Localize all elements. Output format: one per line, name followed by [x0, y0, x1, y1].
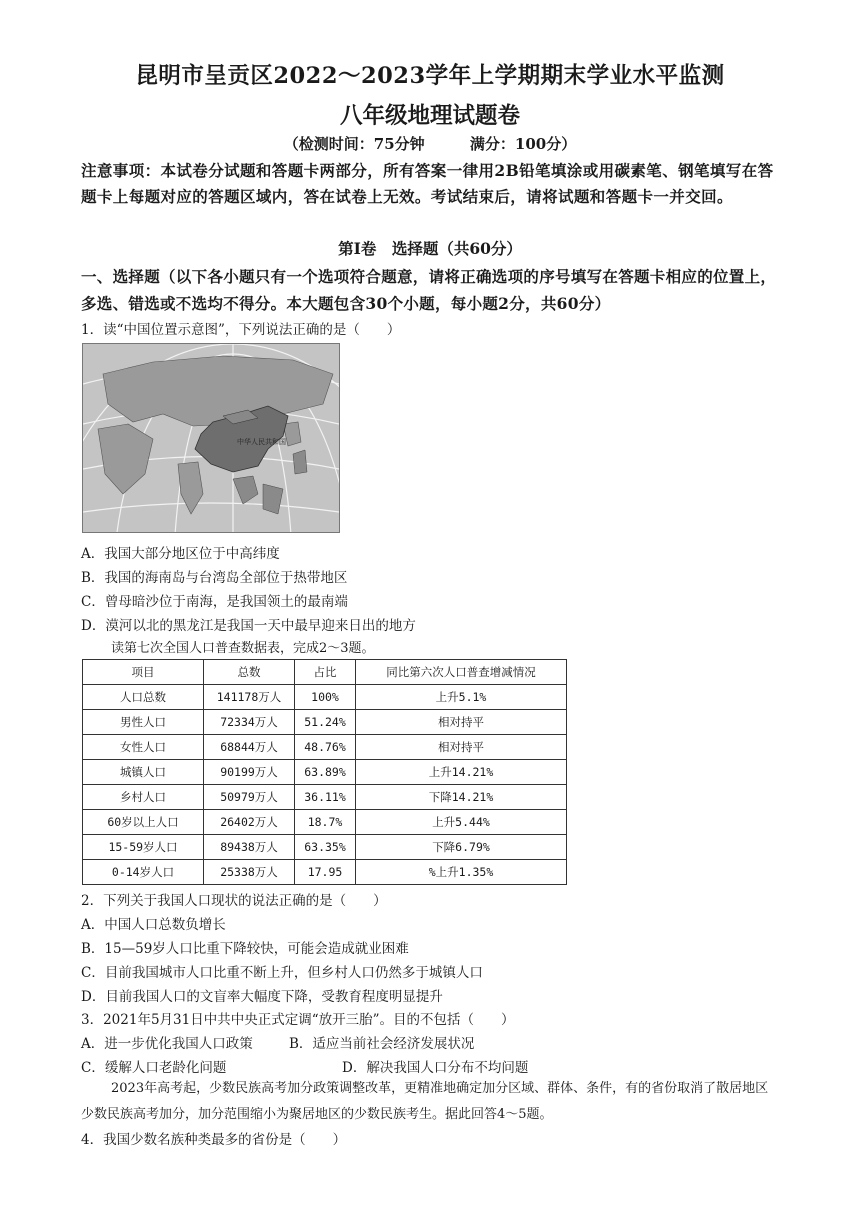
table-header-row	[83, 660, 567, 685]
table-cell: 城镇人口	[83, 760, 204, 785]
table-cell: 上升5.1%	[356, 685, 567, 710]
q2-option-d: D．目前我国人口的文盲率大幅度下降，受教育程度明显提升	[81, 989, 443, 1005]
q1-option-b: B．我国的海南岛与台湾岛全部位于热带地区	[81, 570, 348, 586]
table-cell: 17.95	[295, 860, 356, 885]
table-cell: 下降6.79%	[356, 835, 567, 860]
q3-option-a: A．进一步优化我国人口政策	[81, 1036, 253, 1052]
table-cell: 相对持平	[356, 710, 567, 735]
table-row	[83, 760, 567, 785]
q1-option-a: A．我国大部分地区位于中高纬度	[81, 546, 280, 562]
table-cell: 18.7%	[295, 810, 356, 835]
q2-option-a: A．中国人口总数负增长	[81, 917, 226, 933]
q4-stem: 4．我国少数名族种类最多的省份是（ ）	[81, 1132, 347, 1148]
table-cell: 乡村人口	[83, 785, 204, 810]
q2-option-b: B．15—59岁人口比重下降较快，可能会造成就业困难	[81, 941, 409, 957]
table-cell: 72334万人	[204, 710, 295, 735]
passage: 2023年高考起，少数民族高考加分政策调整改革，更精准地确定加分区域、群体、条件，有的省份取消了散居地区少数民族高考加分，加分范围缩小为聚居地区的少数民族考生。据此回答4～5题。	[81, 1081, 769, 1122]
table-header: 占比	[295, 660, 356, 685]
q2-option-c: C．目前我国城市人口比重不断上升，但乡村人口仍然多于城镇人口	[81, 965, 483, 981]
table-cell: 63.89%	[295, 760, 356, 785]
table-cell: 60岁以上人口	[83, 810, 204, 835]
q1-stem: 1．读“中国位置示意图”，下列说法正确的是（ ）	[81, 322, 401, 338]
table-row	[83, 785, 567, 810]
table-cell: 人口总数	[83, 685, 204, 710]
table-row	[83, 735, 567, 760]
table-cell: 48.76%	[295, 735, 356, 760]
table-header: 项目	[83, 660, 204, 685]
q3-option-d: D．解决我国人口分布不均问题	[342, 1060, 529, 1076]
q1-option-d: D．漠河以北的黑龙江是我国一天中最早迎来日出的地方	[81, 618, 416, 634]
table-header: 总数	[204, 660, 295, 685]
table-cell: 男性人口	[83, 710, 204, 735]
table-row	[83, 810, 567, 835]
section-intro: 一、选择题（以下各小题只有一个选项符合题意，请将正确选项的序号填写在答题卡相应的位置上，多选、错选或不选均不得分。本大题包含30个小题，每小题2分，共60分）	[81, 267, 777, 313]
table-cell: 女性人口	[83, 735, 204, 760]
population-census-table	[82, 659, 567, 885]
table-intro: 读第七次全国人口普查数据表，完成2～3题。	[111, 641, 375, 656]
section-title: 第Ⅰ卷 选择题（共60分）	[338, 239, 522, 258]
china-location-map	[82, 343, 340, 533]
q2-stem: 2．下列关于我国人口现状的说法正确的是（ ）	[81, 893, 387, 909]
table-cell: 36.11%	[295, 785, 356, 810]
table-cell: 89438万人	[204, 835, 295, 860]
q3-option-b: B．适应当前社会经济发展状况	[289, 1036, 475, 1052]
table-cell: 上升5.44%	[356, 810, 567, 835]
q3-option-c: C．缓解人口老龄化问题	[81, 1060, 227, 1076]
table-cell: %上升1.35%	[356, 860, 567, 885]
table-cell: 相对持平	[356, 735, 567, 760]
table-cell: 90199万人	[204, 760, 295, 785]
table-cell: 100%	[295, 685, 356, 710]
map-china-label: 中华人民共和国	[237, 438, 286, 446]
exam-title: 昆明市呈贡区2022～2023学年上学期期末学业水平监测	[135, 63, 725, 89]
exam-duration: （检测时间：75分钟	[283, 135, 425, 153]
table-cell: 50979万人	[204, 785, 295, 810]
table-cell: 141178万人	[204, 685, 295, 710]
table-cell: 51.24%	[295, 710, 356, 735]
table-header: 同比第六次人口普查增减情况	[356, 660, 567, 685]
q1-option-c: C．曾母暗沙位于南海，是我国领土的最南端	[81, 594, 348, 610]
table-row	[83, 860, 567, 885]
table-row	[83, 685, 567, 710]
table-cell: 63.35%	[295, 835, 356, 860]
table-cell: 0-14岁人口	[83, 860, 204, 885]
exam-meta	[0, 133, 860, 154]
table-row	[83, 710, 567, 735]
table-cell: 15-59岁人口	[83, 835, 204, 860]
table-row	[83, 835, 567, 860]
q3-stem: 3．2021年5月31日中共中央正式定调“放开三胎”。目的不包括（ ）	[81, 1012, 515, 1028]
exam-subtitle: 八年级地理试题卷	[339, 103, 520, 129]
table-cell: 下降14.21%	[356, 785, 567, 810]
exam-score: 满分：100分）	[469, 135, 577, 153]
table-cell: 68844万人	[204, 735, 295, 760]
table-cell: 25338万人	[204, 860, 295, 885]
notice: 注意事项：本试卷分试题和答题卡两部分，所有答案一律用2B铅笔填涂或用碳素笔、钢笔填写在答题卡上每题对应的答题区域内，答在试卷上无效。考试结束后，请将试题和答题卡一并交回。	[81, 161, 774, 206]
table-cell: 上升14.21%	[356, 760, 567, 785]
table-cell: 26402万人	[204, 810, 295, 835]
